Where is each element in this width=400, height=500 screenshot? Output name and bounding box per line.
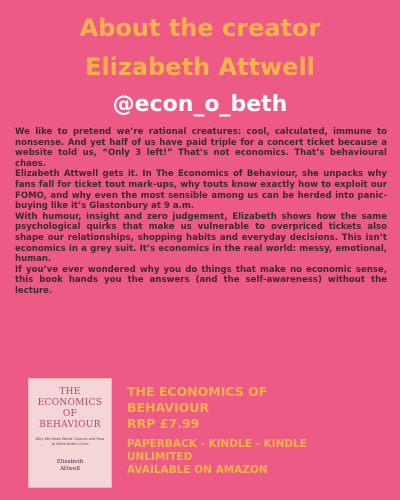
book-cover-image [28, 378, 112, 488]
book-cover-title-line: THE [59, 387, 81, 397]
book-details [127, 384, 377, 477]
book-formats-continued: UNLIMITED [127, 451, 193, 463]
bio-paragraph: With humour, insight and zero judgement, Elizabeth shows how the same psychological quirks that make us vulnerable to overpriced tickets also shape our relationships, shopping habits and everyday decisions. This isn’t economics in a grey suit. It’s economics in the real world: messy, emotional, human. [15, 211, 387, 265]
book-cover-title-line: BEHAVIOUR [39, 420, 101, 430]
book-cover-author [29, 459, 111, 473]
page-title: About the creator [79, 14, 321, 42]
creator-name: Elizabeth Attwell [85, 53, 315, 81]
book-cover-title [29, 387, 111, 431]
book-cover-title-line: ECONOMICS [37, 398, 103, 408]
book-title-line: THE ECONOMICS OF [127, 384, 268, 399]
book-cover-author-line: Elizabeth [56, 459, 84, 465]
book-cover-subtitle: Why We Make Weird Choices and How to Make Better Ones [35, 437, 105, 446]
creator-bio [15, 127, 387, 297]
availability-note: AVAILABLE ON AMAZON [127, 464, 268, 476]
social-handle: @econ_o_beth [112, 92, 288, 117]
bio-paragraph: If you’ve ever wondered why you do things that make no economic sense, this book hands you the answers (and the self-awareness) without the lecture. [15, 264, 387, 296]
book-formats: PAPERBACK - KINDLE - KINDLE [127, 438, 307, 450]
book-cover-author-line: Attwell [60, 466, 80, 472]
bio-paragraph: We like to pretend we’re rational creatures: cool, calculated, immune to nonsense. And yet half of us have paid triple for a concert ticket because a website told us, “Only 3 left!” That’s not economics. That’s behavioural chaos. [15, 127, 387, 169]
bio-paragraph: Elizabeth Attwell gets it. In The Economics of Behaviour, she unpacks why fans fall for ticket tout mark-ups, why touts know exactly how to exploit our FOMO, and why even the most sensible among us can be herded into panic-buying like it’s Glastonbury at 9 a.m. [15, 169, 387, 212]
book-price: RRP £7.99 [127, 416, 200, 431]
book-cover-title-line: OF [62, 409, 78, 419]
book-title-line: BEHAVIOUR [127, 400, 210, 415]
